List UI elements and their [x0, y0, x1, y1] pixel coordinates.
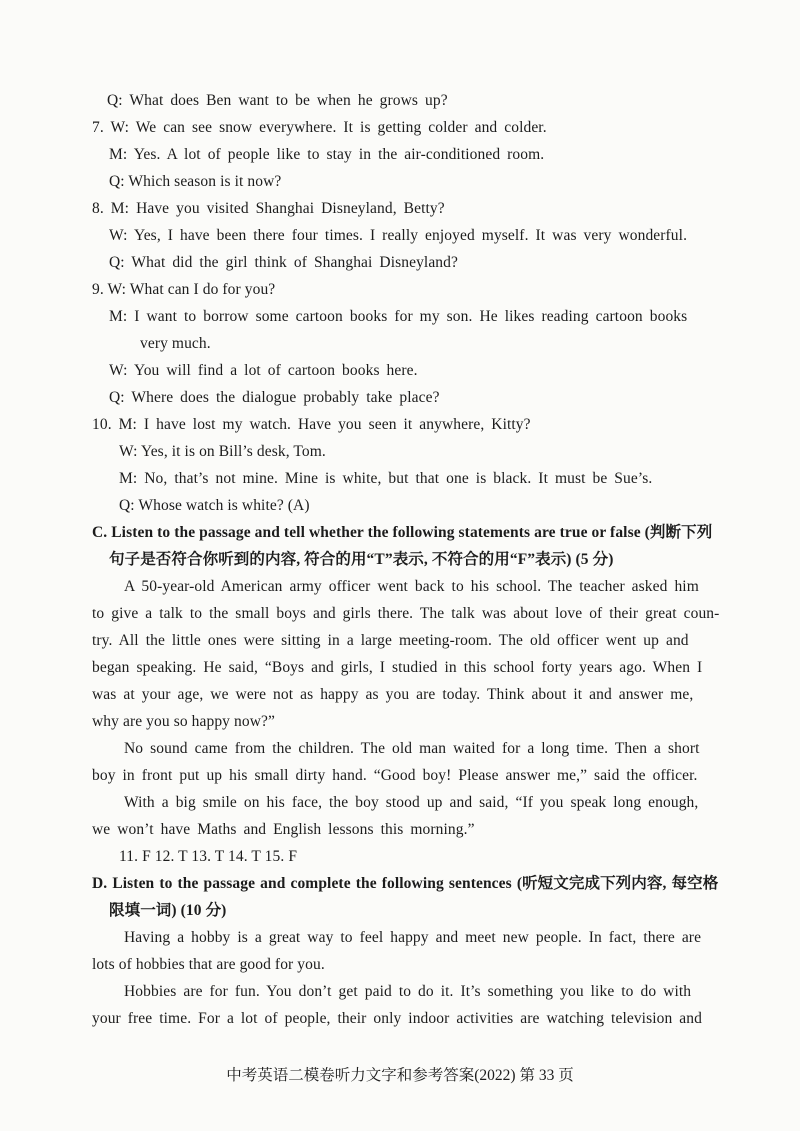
text-line: Having a hobby is a great way to feel happy and meet new people. In fact, there are	[124, 929, 702, 946]
text-line: M: No, that’s not mine. Mine is white, but that one is black. It must be Sue’s.	[119, 470, 653, 487]
text-line: W: Yes, I have been there four times. I really enjoyed myself. It was very wonderful.	[109, 227, 688, 244]
text-line: 7. W: We can see snow everywhere. It is getting colder and colder.	[92, 119, 547, 136]
section-d-heading: D. Listen to the passage and complete the following sentences (听短文完成下列内容, 每空格	[92, 875, 719, 892]
text-line: why are you so happy now?”	[92, 713, 275, 730]
text-line: your free time. For a lot of people, their only indoor activities are watching television and	[92, 1010, 702, 1027]
text-line: With a big smile on his face, the boy stood up and said, “If you speak long enough,	[124, 794, 699, 811]
text-line: 8. M: Have you visited Shanghai Disneyland, Betty?	[92, 200, 445, 217]
text-line: A 50-year-old American army officer went back to his school. The teacher asked him	[124, 578, 699, 595]
section-c-heading-cont: 句子是否符合你听到的内容, 符合的用“T”表示, 不符合的用“F”表示) (5 分)	[109, 551, 614, 568]
text-line: W: Yes, it is on Bill’s desk, Tom.	[119, 443, 326, 460]
text-line: Q: Where does the dialogue probably take place?	[109, 389, 440, 406]
text-line: very much.	[140, 335, 211, 352]
text-line: 10. M: I have lost my watch. Have you seen it anywhere, Kitty?	[92, 416, 531, 433]
page-footer: 中考英语二模卷听力文字和参考答案(2022) 第 33 页	[226, 1067, 574, 1084]
text-line: Q: Whose watch is white? (A)	[119, 497, 310, 514]
text-line: No sound came from the children. The old man waited for a long time. Then a short	[124, 740, 700, 757]
text-line: Q: Which season is it now?	[109, 173, 282, 190]
text-line: W: You will find a lot of cartoon books here.	[109, 362, 418, 379]
text-line: 9. W: What can I do for you?	[92, 281, 276, 298]
text-line: M: I want to borrow some cartoon books for my son. He likes reading cartoon books	[109, 308, 688, 325]
text-line: M: Yes. A lot of people like to stay in the air-conditioned room.	[109, 146, 545, 163]
text-line: Q: What did the girl think of Shanghai Disneyland?	[109, 254, 458, 271]
section-c-heading: C. Listen to the passage and tell whether the following statements are true or false (判断下列	[92, 524, 713, 541]
text-line: try. All the little ones were sitting in a large meeting-room. The old officer went up and	[92, 632, 689, 649]
answer-line: 11. F 12. T 13. T 14. T 15. F	[119, 848, 298, 865]
text-line: Q: What does Ben want to be when he grows up?	[107, 92, 448, 109]
text-line: began speaking. He said, “Boys and girls, I studied in this school forty years ago. When I	[92, 659, 703, 676]
text-line: we won’t have Maths and English lessons this morning.”	[92, 821, 475, 838]
section-d-heading-cont: 限填一词) (10 分)	[109, 902, 227, 919]
text-line: was at your age, we were not as happy as you are today. Think about it and answer me,	[92, 686, 694, 703]
text-line: lots of hobbies that are good for you.	[92, 956, 325, 973]
text-line: boy in front put up his small dirty hand. “Good boy! Please answer me,” said the officer.	[92, 767, 698, 784]
text-line: to give a talk to the small boys and girls there. The talk was about love of their great coun-	[92, 605, 720, 622]
text-line: Hobbies are for fun. You don’t get paid to do it. It’s something you like to do with	[124, 983, 692, 1000]
